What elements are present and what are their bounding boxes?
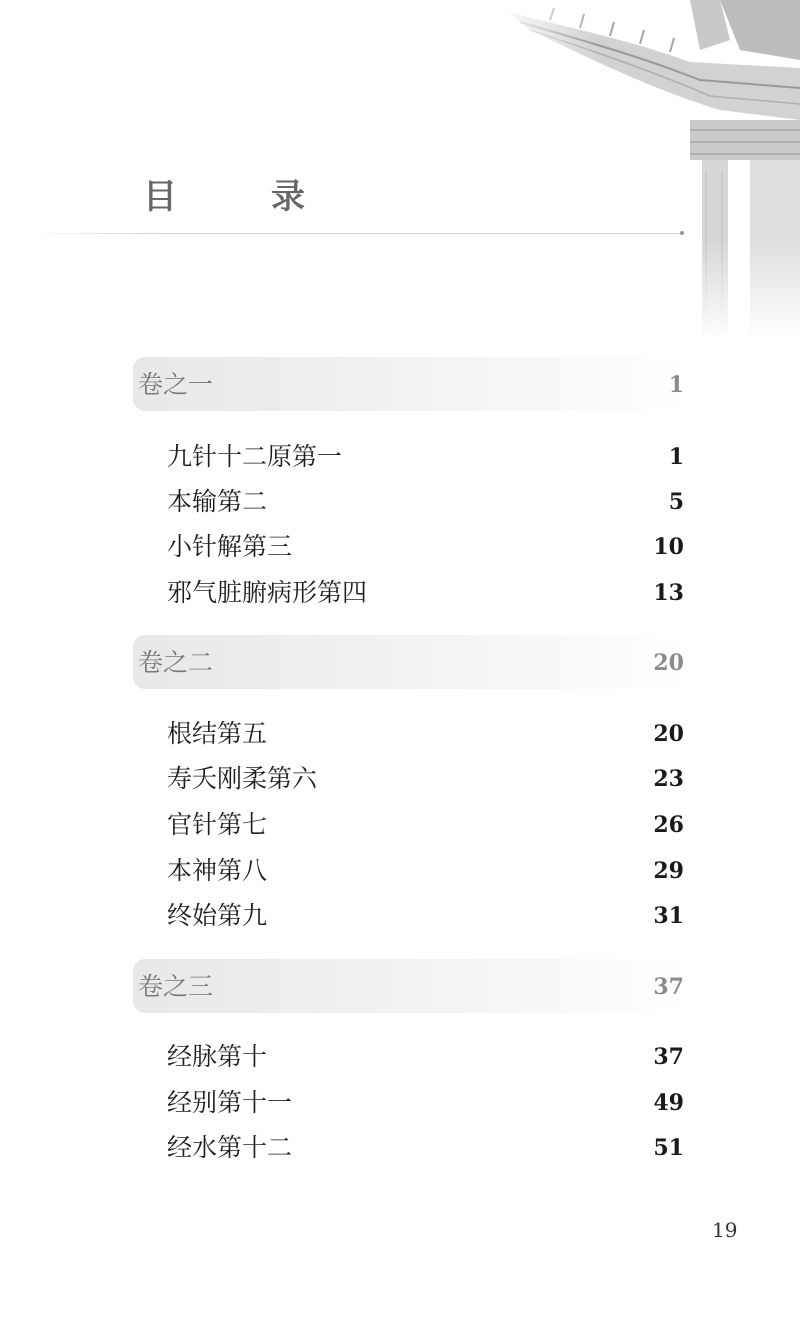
- dot-leader: [296, 1128, 649, 1168]
- volume-title: 卷之一: [138, 370, 214, 399]
- toc-entry[interactable]: [167, 805, 684, 845]
- chapter-title: 九针十二原第一: [167, 442, 343, 471]
- toc-volume-1[interactable]: [138, 365, 684, 405]
- chapter-page: 20: [653, 721, 684, 747]
- title-underline-dot: [680, 231, 684, 235]
- chapter-page: 1: [668, 444, 684, 470]
- chapter-page: 49: [653, 1090, 684, 1116]
- page-number: 19: [712, 1218, 738, 1242]
- volume-title: 卷之三: [138, 972, 214, 1001]
- chapter-title: 本输第二: [167, 487, 268, 516]
- page-title: 目 录: [143, 177, 335, 217]
- chapter-page: 31: [653, 903, 684, 929]
- chapter-page: 37: [653, 1044, 684, 1070]
- volume-page: 1: [668, 372, 684, 398]
- toc-entry[interactable]: [167, 1128, 684, 1168]
- volume-page: 37: [653, 974, 684, 1000]
- chapter-title: 寿夭刚柔第六: [167, 764, 318, 793]
- volume-page: 20: [653, 650, 684, 676]
- dot-leader: [271, 1037, 649, 1077]
- chapter-title: 本神第八: [167, 856, 268, 885]
- toc-entry[interactable]: [167, 851, 684, 891]
- dot-leader: [296, 527, 649, 567]
- chapter-page: 23: [653, 766, 684, 792]
- toc-volume-3[interactable]: [138, 967, 684, 1007]
- chapter-title: 官针第七: [167, 810, 268, 839]
- toc-entry[interactable]: [167, 1037, 684, 1077]
- chapter-page: 51: [653, 1135, 684, 1161]
- dot-leader: [321, 759, 649, 799]
- toc-entry[interactable]: [167, 482, 684, 522]
- dot-leader: [296, 1083, 649, 1123]
- pavilion-roof-illustration: [490, 0, 800, 340]
- chapter-title: 终始第九: [167, 901, 268, 930]
- chapter-page: 5: [668, 489, 684, 515]
- chapter-page: 29: [653, 858, 684, 884]
- chapter-title: 根结第五: [167, 719, 268, 748]
- chapter-page: 13: [653, 580, 684, 606]
- toc-entry[interactable]: [167, 527, 684, 567]
- title-underline: [30, 233, 682, 234]
- toc-entry[interactable]: [167, 714, 684, 754]
- chapter-page: 10: [653, 534, 684, 560]
- toc-volume-2[interactable]: [138, 643, 684, 683]
- toc-entry[interactable]: [167, 573, 684, 613]
- dot-leader: [217, 967, 649, 1007]
- dot-leader: [271, 482, 665, 522]
- chapter-page: 26: [653, 812, 684, 838]
- dot-leader: [271, 896, 649, 936]
- chapter-title: 小针解第三: [167, 532, 293, 561]
- volume-title: 卷之二: [138, 648, 214, 677]
- dot-leader: [346, 437, 665, 477]
- chapter-title: 经别第十一: [167, 1088, 293, 1117]
- dot-leader: [271, 805, 649, 845]
- dot-leader: [217, 643, 649, 683]
- dot-leader: [217, 365, 665, 405]
- toc-entry[interactable]: [167, 1083, 684, 1123]
- chapter-title: 经脉第十: [167, 1042, 268, 1071]
- toc-entry[interactable]: [167, 896, 684, 936]
- dot-leader: [271, 714, 649, 754]
- toc-entry[interactable]: [167, 759, 684, 799]
- toc-entry[interactable]: [167, 437, 684, 477]
- chapter-title: 经水第十二: [167, 1133, 293, 1162]
- dot-leader: [371, 573, 649, 613]
- dot-leader: [271, 851, 649, 891]
- chapter-title: 邪气脏腑病形第四: [167, 578, 368, 607]
